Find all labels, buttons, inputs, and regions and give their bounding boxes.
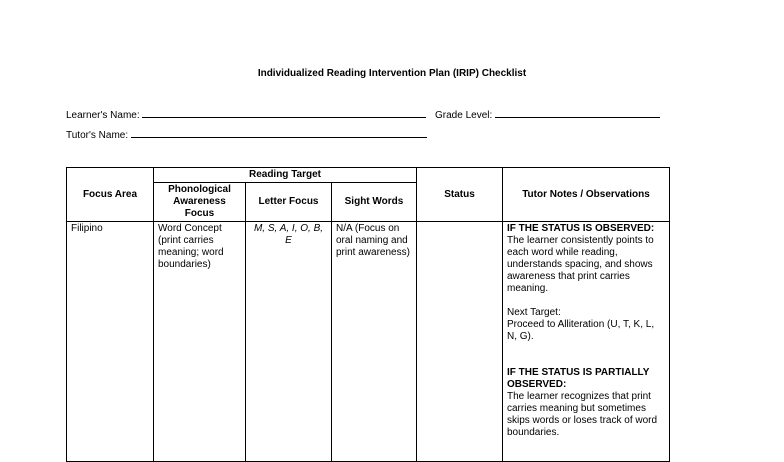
learner-name-blank[interactable] (142, 108, 426, 118)
partial-heading: IF THE STATUS IS PARTIALLY OBSERVED: (507, 367, 650, 390)
phonological-header: Phonological Awareness Focus (154, 183, 246, 222)
status-header: Status (417, 168, 503, 222)
reading-target-header: Reading Target (154, 168, 417, 183)
learner-name-label: Learner's Name: (66, 110, 140, 121)
next-target-label: Next Target: (507, 307, 561, 318)
learner-name-row (66, 108, 426, 122)
tutor-name-row (66, 128, 427, 142)
next-target-text: Proceed to Alliteration (U, T, K, L, N, G). (507, 319, 655, 342)
table-row (67, 222, 670, 462)
grade-level-label: Grade Level: (435, 110, 493, 121)
irip-table (66, 167, 670, 462)
focus-area-cell: Filipino (67, 222, 154, 462)
focus-area-header: Focus Area (67, 168, 154, 222)
observed-text: The learner consistently points to each word while reading, understands spacing, and shows awareness that print carries meaning. (507, 235, 654, 294)
phonological-cell: Word Concept (print carries meaning; word boundaries) (154, 222, 246, 462)
tutor-name-label: Tutor's Name: (66, 130, 129, 141)
sight-words-header: Sight Words (332, 183, 417, 222)
document-title: Individualized Reading Intervention Plan (IRIP) Checklist (257, 68, 527, 79)
letter-focus-cell: M, S, A, I, O, B, E (246, 222, 332, 462)
tutor-notes-cell (503, 222, 670, 462)
tutor-name-blank[interactable] (131, 128, 427, 138)
letter-focus-header: Letter Focus (246, 183, 332, 222)
grade-level-blank[interactable] (495, 108, 660, 118)
observed-heading: IF THE STATUS IS OBSERVED: (507, 223, 655, 234)
partial-text: The learner recognizes that print carries meaning but sometimes skips words or loses track of word boundaries. (507, 391, 658, 438)
sight-words-cell: N/A (Focus on oral naming and print awareness) (332, 222, 417, 462)
status-cell[interactable] (417, 222, 503, 462)
tutor-notes-header: Tutor Notes / Observations (503, 168, 670, 222)
grade-level-row (435, 108, 660, 122)
